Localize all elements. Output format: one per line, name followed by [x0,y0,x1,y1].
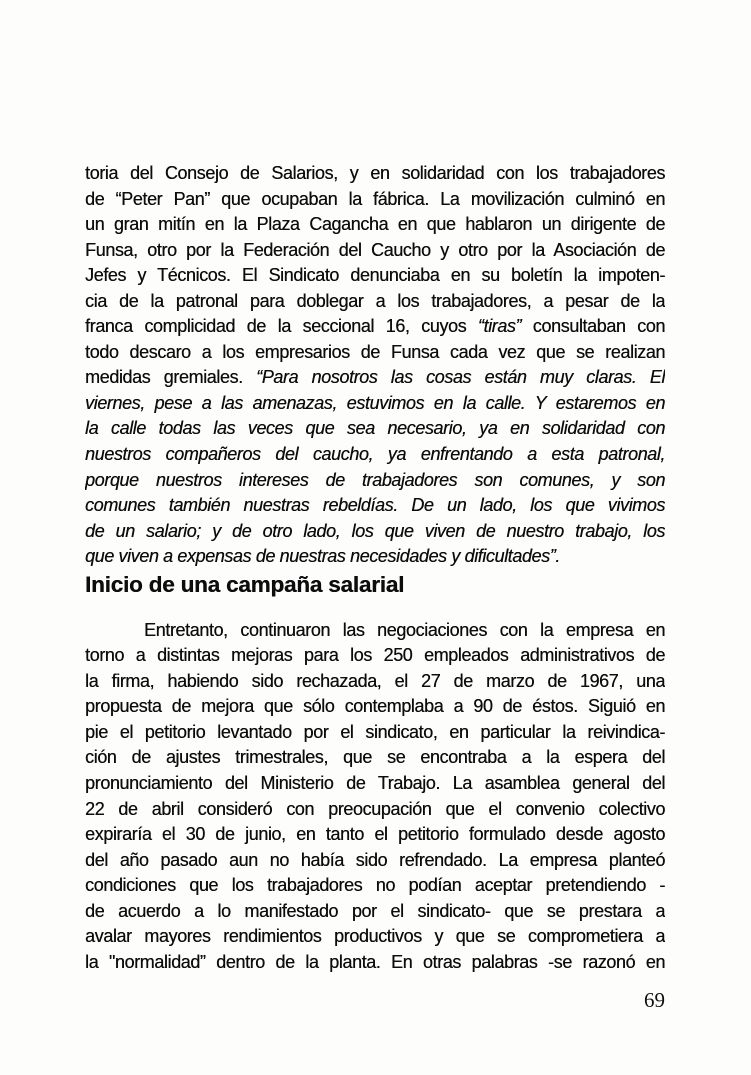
text-line [85,468,665,494]
text-line [85,161,665,187]
text-segment: “Para nosotros las cosas están muy claras. El [256,367,665,388]
text-line [85,720,665,746]
text-segment: medidas gremiales. [85,367,257,388]
text-segment: de “Peter Pan” que ocupaban la fábrica. La movilización culminó en [85,188,665,209]
text-segment: la "normalidad” dentro de la planta. En otras palabras -se razonó en [85,951,665,972]
text-line [85,289,665,315]
text-line [85,822,665,848]
text-line [85,950,665,976]
text-segment: la calle todas las veces que sea necesario, ya en solidaridad con [85,418,665,439]
text-line [85,416,665,442]
text-segment: pronunciamiento del Ministerio de Trabajo. La asamblea general del [85,773,665,794]
text-line [85,873,665,899]
paragraph-1 [85,161,665,570]
text-segment: un gran mitín en la Plaza Cagancha en que hablaron un dirigente de [85,214,665,235]
text-line [85,745,665,771]
text-segment: Jefes y Técnicos. El Sindicato denunciaba en su boletín la impoten- [85,265,665,286]
text-line [85,391,665,417]
paragraph-2 [85,618,665,976]
text-segment: expiraría el 30 de junio, en tanto el petitorio formulado desde agosto [85,824,665,845]
text-segment: ción de ajustes trimestrales, que se encontraba a la espera del [85,747,665,768]
text-segment: Funsa, otro por la Federación del Caucho y otro por la Asociación de [85,239,665,260]
text-segment: consultaban con [521,316,665,337]
page-number: 69 [644,988,665,1012]
text-line [85,797,665,823]
text-line [85,924,665,950]
text-segment: pie el petitorio levantado por el sindicato, en particular la reivindica- [85,721,665,742]
text-segment: de acuerdo a lo manifestado por el sindicato- que se prestara a [85,900,665,921]
text-segment: toria del Consejo de Salarios, y en solidaridad con los trabajadores [85,163,665,183]
text-line [85,694,665,720]
text-segment: la firma, habiendo sido rechazada, el 27 de marzo de 1967, una [85,670,665,691]
text-line [85,771,665,797]
text-line [85,493,665,519]
text-segment: 22 de abril consideró con preocupación que el convenio colectivo [85,798,665,819]
text-segment: Entretanto, continuaron las negociaciones con la empresa en [144,619,665,640]
section-heading: Inicio de una campaña salarial [85,571,405,597]
text-segment: que viven a expensas de nuestras necesidades y dificultades”. [85,546,560,567]
text-line [85,442,665,468]
text-line [85,643,665,669]
text-line [85,848,665,874]
text-segment: del año pasado aun no había sido refrendado. La empresa planteó [85,849,665,870]
text-line [85,187,665,213]
text-segment: cia de la patronal para doblegar a los trabajadores, a pesar de la [85,290,665,311]
text-segment: comunes también nuestras rebeldías. De un lado, los que vivimos [85,495,665,516]
text-line [85,365,665,391]
text-segment: “tiras” [477,316,522,337]
text-segment: viernes, pese a las amenazas, estuvimos en la calle. Y estaremos en [85,392,665,413]
text-line [85,263,665,289]
text-segment: propuesta de mejora que sólo contemplaba a 90 de éstos. Siguió en [85,696,665,717]
text-segment: condiciones que los trabajadores no podían aceptar pretendiendo - [85,875,665,896]
text-line [85,340,665,366]
text-segment: avalar mayores rendimientos productivos y que se comprometiera a [85,926,665,947]
text-line [85,314,665,340]
text-line [85,669,665,695]
text-segment: de un salario; y de otro lado, los que viven de nuestro trabajo, los [85,520,665,541]
text-line [85,212,665,238]
text-line [85,618,665,644]
text-line [85,519,665,545]
text-segment: torno a distintas mejoras para los 250 empleados administrativos de [85,645,665,666]
text-line [85,899,665,925]
text-segment: franca complicidad de la seccional 16, cuyos [85,316,478,337]
text-line [85,544,665,570]
text-line [85,238,665,264]
text-segment: porque nuestros intereses de trabajadores son comunes, y son [85,469,665,490]
text-column [85,161,665,975]
text-segment: todo descaro a los empresarios de Funsa cada vez que se realizan [85,341,665,362]
text-segment: nuestros compañeros del caucho, ya enfrentando a esta patronal, [85,444,665,465]
